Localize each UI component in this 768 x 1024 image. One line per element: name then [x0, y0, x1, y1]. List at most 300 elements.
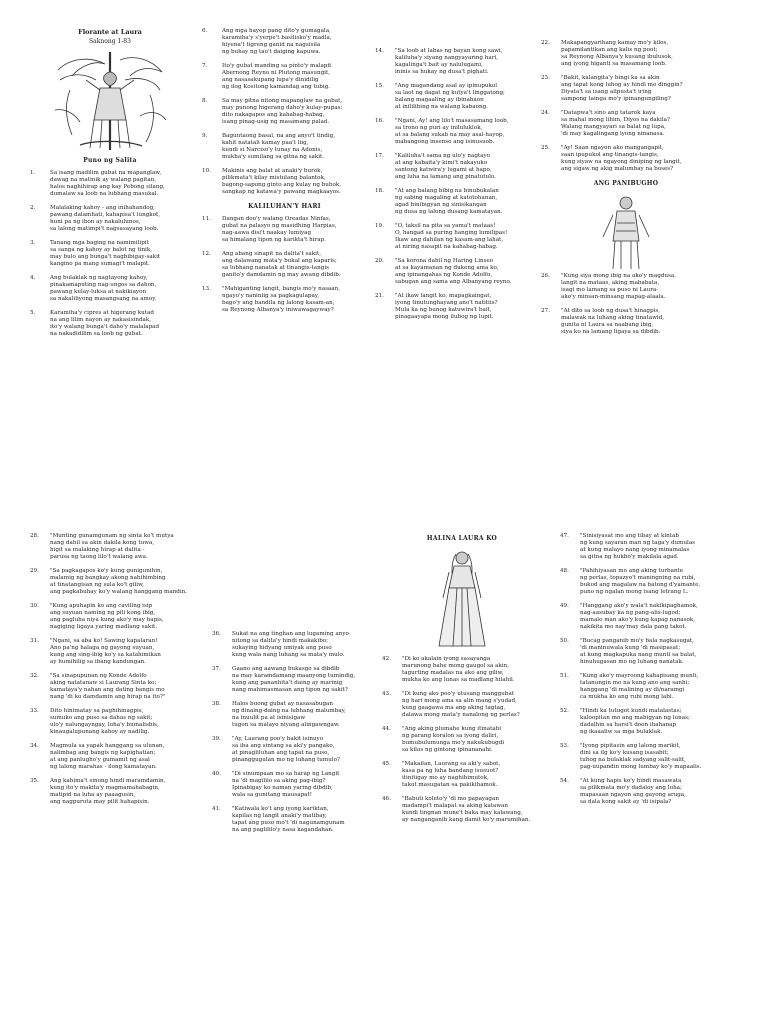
stanza-number: 35. — [30, 778, 39, 784]
verse-line: "Sa loob at labas ng bayan kong sawi, — [395, 48, 503, 54]
stanza — [375, 83, 535, 111]
verse-line: at niring nasapit na kahabag-habag. — [395, 244, 498, 250]
verse-line: sumuko ang puso sa dahas ng sakit; — [50, 715, 153, 721]
stanza-lines — [232, 701, 377, 729]
verse-line: "Kung ako'y mayroong kahapisang munti, — [580, 673, 699, 679]
verse-line: kung ito'y makita'y magmamahabagin, — [50, 785, 160, 791]
stanza-lines — [50, 170, 190, 198]
verse-line: Ang abang sinapit na dalita't sakit, — [222, 251, 321, 257]
verse-line: ulo'y nalungayngay, luha'y bumalisbis, — [50, 722, 159, 728]
verse-line: at pinagliluhan ang tapat na puso, — [232, 750, 330, 756]
column-5 — [30, 533, 208, 813]
stanza-lines — [50, 603, 208, 631]
verse-line: kung ang pananhita't daing ay marinig — [232, 680, 343, 686]
verse-line: "Munting gunamgunam ng sinta ko't mutya — [50, 533, 174, 539]
stanza — [541, 145, 711, 173]
stanza-list — [30, 170, 190, 338]
verse-line: Dangan doo'y walang Oreadas Ninfas, — [222, 216, 331, 222]
verse-line: "Sa sinapupunan ng Konde Adolfo — [50, 673, 147, 679]
stanza-number: 22. — [541, 40, 550, 46]
stanza-number: 53. — [560, 743, 569, 749]
stanza — [212, 666, 377, 694]
stanza-number: 32. — [30, 673, 39, 679]
verse-line: "Ang magandang asal ay ipinupukol — [395, 83, 498, 89]
verse-line: Abernong Reyno ni Plutong masungit, — [222, 70, 330, 76]
stanza-lines — [395, 223, 535, 251]
verse-line: hanggang 'di malining ay di/naramgi — [580, 687, 685, 693]
stanza-lines — [222, 63, 367, 91]
stanza — [30, 603, 208, 631]
stanza — [202, 251, 367, 279]
verse-line: na ang paglililo'y nasa kagandahan. — [232, 827, 334, 833]
verse-line: bago'y ang bandila ng lalong kasam-an, — [222, 300, 335, 306]
stanza-number: 33. — [30, 708, 39, 714]
verse-line: "Ang aking plumahe kung itinatahi — [402, 726, 502, 732]
stanza — [541, 75, 711, 103]
verse-line: marunong bahe mong gaugol sa akin, — [402, 663, 509, 669]
stanza — [212, 771, 377, 799]
column-4 — [541, 40, 711, 343]
verse-line: "At ikaw langit ko, mapagkaingat, — [395, 293, 492, 299]
verse-line: "Makailan, Laurang sa aki'y sabot, — [402, 761, 501, 767]
stanza — [30, 240, 190, 268]
verse-line: mukha'y sumilang sa gitna ng sakit. — [222, 154, 325, 160]
verse-line: na ang lilim nayon ay nakasisindak, — [50, 317, 152, 323]
stanza-number: 47. — [560, 533, 569, 539]
stanza — [30, 170, 190, 198]
verse-line: Ikaw ang dahilan ng kasam-ang lahat, — [395, 237, 504, 243]
verse-line: wala sa gunitang mausapat! — [232, 792, 312, 798]
verse-line: bagong-sapong ginto ang kulay ng buhok, — [222, 182, 342, 188]
panibugho-illustration — [591, 193, 661, 273]
verse-line: at tinatangisan ng sula ko't giliw, — [50, 582, 144, 588]
heading-puno: Puno ng Salita — [83, 157, 137, 164]
stanza-number: 5. — [30, 310, 36, 316]
stanza — [30, 708, 208, 736]
verse-line: ito'y walang bunga't daho'y malalapad — [50, 324, 160, 330]
verse-line: "Sa korona dahil ng Haring Linseo — [395, 258, 494, 264]
verse-line: higit sa malaking hirap at dalita - — [50, 547, 145, 553]
verse-line: kundi si Narciso'y tunay na Adonis, — [222, 147, 323, 153]
verse-line: ang suyuan naming ng pili kong ibig, — [50, 610, 156, 616]
stanza-lines — [561, 308, 711, 336]
stanza-list — [560, 533, 735, 806]
stanza-lines — [50, 240, 190, 268]
verse-line: siya ko na lamang ligaya sa dibdib. — [561, 329, 661, 335]
stanza-number: 1. — [30, 170, 36, 176]
column-3 — [375, 48, 535, 328]
stanza-number: 27. — [541, 308, 550, 314]
stanza-number: 10. — [202, 168, 211, 174]
verse-line: aking natatanaw si Laurang Sinta ko; — [50, 680, 157, 686]
stanza — [212, 631, 377, 659]
verse-line: nang dahil sa akin dakila kong tuwa, — [50, 540, 155, 546]
stanza-number: 6. — [202, 28, 208, 34]
verse-line: tugon sa malayo niyang alingawngaw. — [232, 722, 340, 728]
stanza-number: 52. — [560, 708, 569, 714]
stanza-lines — [232, 666, 377, 694]
verse-line: sabugan ang sama ang Albanyang reyno. — [395, 279, 512, 285]
verse-line: nitong sa dalita'y hindi makakibo; — [232, 638, 329, 644]
stanza — [212, 806, 377, 834]
stanza-lines — [561, 110, 711, 138]
verse-line: sa laot ng dagat ng kutya't linggatong; — [395, 90, 505, 96]
stanza-lines — [222, 216, 367, 244]
verse-line: ako'y minsan-minsang mapag-alaala. — [561, 294, 666, 300]
stanza-lines — [395, 153, 535, 181]
verse-line: gunita ni Laura sa naabang ibig, — [561, 322, 654, 328]
stanza-lines — [50, 205, 190, 233]
verse-line: ang luha na lamang ang pinatutulo. — [395, 174, 496, 180]
verse-line: pilikmata't kilay mistulang balantok, — [222, 175, 326, 181]
verse-line: dawag na matinik ay walang pagitan, — [50, 177, 157, 183]
verse-line: mukha ko ang lunas sa madlang hilahil. — [402, 677, 515, 683]
stanza-lines — [580, 638, 735, 666]
stanza — [560, 603, 735, 631]
stanza-list — [30, 533, 208, 806]
verse-line: sa himalang tipon ng karikta't hirap. — [222, 237, 326, 243]
heading-kaliluhan: KALILUHAN'Y HARI — [248, 203, 321, 210]
stanza — [541, 110, 711, 138]
stanza — [30, 743, 208, 771]
verse-line: "Bucag panganib mo'y bala nagkasugat, — [580, 638, 694, 644]
verse-line: kaliluha'y siyang nangyayaring hari, — [395, 55, 498, 61]
verse-line: "Di ko akalain iyong sasayanga — [402, 656, 491, 662]
verse-line: ng dusa ng lalong dusang kamatayan. — [395, 209, 503, 215]
verse-line: Sukat na ang tinghan ang lugaming anyo — [232, 631, 349, 637]
verse-line: langit na mataas, aking mababata, — [561, 280, 660, 286]
verse-line: Baguntaong basal, na ang anyo't tindig, — [222, 133, 336, 139]
stanza-number: 20. — [375, 258, 384, 264]
verse-line: balang magaaling ay ibinabaon — [395, 97, 484, 103]
verse-line: "Katiwala ko't ang iyong kariktan, — [232, 806, 329, 812]
verse-line: dadalhin sa harsi't doon ihahanap — [580, 722, 677, 728]
stanza-number: 9. — [202, 133, 208, 139]
verse-line: tatanungin mo na kung ano ang sanhi; — [580, 680, 690, 686]
verse-line: pinagaayapa mong ilubog ng lupit. — [395, 314, 494, 320]
column-1 — [30, 28, 190, 345]
verse-line: agad binibigyan ng sinisikangan — [395, 202, 487, 208]
verse-line: sa Reynong Albanya'y iniwawagayway? — [222, 307, 334, 313]
stanza-number: 50. — [560, 638, 569, 644]
verse-line: pinakamaputing nag-ungos sa dahon, — [50, 282, 157, 288]
verse-line: papamilantikan ang kalis ng poot; — [561, 47, 658, 53]
verse-line: dito nakagapos ang kahabag-habag, — [222, 112, 325, 118]
verse-line: ganito'y damdamin ng may awang dibdib. — [222, 272, 341, 278]
stanza-list — [541, 273, 711, 336]
verse-line: sampong tainga mo'y ipinangungiling? — [561, 96, 671, 102]
stanza-number: 7. — [202, 63, 208, 69]
stanza-lines — [222, 168, 367, 196]
stanza-number: 3. — [30, 240, 36, 246]
verse-line: dalawa mong mata'y nanalong ng perlas? — [402, 712, 520, 718]
verse-line: dumalaw sa loob na lubhang masukal. — [50, 191, 159, 197]
stanza-lines — [50, 708, 208, 736]
verse-line: "Iyong pipitasin ang lalong marikit, — [580, 743, 681, 749]
stanza-number: 16. — [375, 118, 384, 124]
stanza-lines — [561, 75, 711, 103]
verse-line: at ang kabaita'y kimi't nakayuko — [395, 160, 488, 166]
stanza — [375, 258, 535, 286]
verse-line: ay nanganganib kang damit ko'y marumihan. — [402, 817, 531, 823]
stanza — [541, 273, 711, 301]
stanza-lines — [50, 568, 208, 596]
stanza-list — [382, 656, 542, 824]
verse-line: ang tapat kong luhog ay hindi mo dinggin? — [561, 82, 683, 88]
stanza-list — [202, 216, 367, 314]
stanza — [375, 293, 535, 321]
verse-line: saan ipupukol ang tinangis-tangis, — [561, 152, 659, 158]
stanza-number: 13. — [202, 286, 211, 292]
verse-line: sa mahal mong lihim, Diyos na dakila? — [561, 117, 670, 123]
stanza — [30, 568, 208, 596]
stanza-number: 18. — [375, 188, 384, 194]
verse-line: "Di kung ako poo'y utusang manggubat — [402, 691, 515, 697]
verse-line: hiyena't tigreng ganid na nagsisila — [222, 42, 321, 48]
verse-line: "At dito sa loob ng dusa't hinagpis, — [561, 308, 661, 314]
verse-line: ay humihilig sa ibang kandungan. — [50, 659, 146, 665]
stanza-lines — [580, 673, 735, 701]
stanza-number: 28. — [30, 533, 39, 539]
stanza-number: 36. — [212, 631, 221, 637]
verse-line: Ang mga hayop pang dito'y gumagala, — [222, 28, 331, 34]
stanza-lines — [50, 673, 208, 701]
stanza — [541, 308, 711, 336]
stanza-lines — [395, 118, 535, 146]
verse-line: "Mahiganting langit, bangis mo'y nasaan, — [222, 286, 340, 292]
verse-line: "O, taksil na pita sa yama't mataas! — [395, 223, 496, 229]
verse-line: ang pagluha niya kung ako'y may hapis, — [50, 617, 164, 623]
verse-line: pag-uupandin mong lumbay ko'y mapaalis. — [580, 764, 702, 770]
stanza-lines — [402, 761, 542, 789]
verse-line: kinaugalupunang kahoy ay nadilig. — [50, 729, 150, 735]
verse-line: "Datapwa't sino ang tatarok kaya — [561, 110, 656, 116]
stanza-number: 29. — [30, 568, 39, 574]
stanza-list — [541, 40, 711, 173]
verse-line: ang nagpuruta may pilit hahapisin. — [50, 799, 150, 805]
stanza-lines — [222, 133, 367, 161]
verse-line: na inuulit pa at isinisigaw — [232, 715, 306, 721]
stanza-lines — [402, 691, 542, 719]
verse-line: may bulo ang bunga't nagbibigay-sakit — [50, 254, 161, 260]
stanza-number: 12. — [202, 251, 211, 257]
stanza-number: 21. — [375, 293, 384, 299]
stanza — [202, 168, 367, 196]
stanza-number: 40. — [212, 771, 221, 777]
stanza-number: 37. — [212, 666, 221, 672]
verse-line: kundi tingnan mune't baka may kalawang, — [402, 810, 523, 816]
verse-line: "Kung siya mong ibig na ako'y magdusa, — [561, 273, 676, 279]
verse-line: kagalinga't bait ay nalulugami, — [395, 62, 483, 68]
stanza-number: 23. — [541, 75, 550, 81]
verse-line: kaloopitan mo ang mabigyan ng lunas; — [580, 715, 690, 721]
verse-line: kung gaagawa ma ang aking tagtag, — [402, 705, 506, 711]
verse-line: "Ngani, sa aba ko! Sawing kapalaran! — [50, 638, 158, 644]
stanza-lines — [580, 603, 735, 631]
stanza-list — [375, 48, 535, 321]
heading-panibugho: ANG PANIBUGHO — [593, 180, 659, 187]
column-7 — [382, 533, 542, 831]
verse-line: Sa may gitna nitong mapanglaw na gubat, — [222, 98, 343, 104]
verse-line: "Hanggang ako'y wala't nakikipaghamok, — [580, 603, 698, 609]
stanza-lines — [580, 533, 735, 561]
heading-halina: HALINA LAURA KO — [426, 535, 498, 542]
verse-line: ang ipinangahas ng Konde Adolfo, — [395, 272, 493, 278]
stanza-lines — [222, 286, 367, 314]
stanza-number: 48. — [560, 568, 569, 574]
verse-line: madampi't malapat sa aking katawan — [402, 803, 508, 809]
verse-line: "Hindi ka tutugot kundi matalastas; — [580, 708, 682, 714]
stanza-lines — [395, 258, 535, 286]
verse-line: na 'di magiliio sa aking pag-ibig? — [232, 778, 326, 784]
stanza — [382, 691, 542, 719]
stanza-number: 25. — [541, 145, 550, 151]
verse-line: sa sanga ng kahoy ay balot ng tinik, — [50, 247, 153, 253]
verse-line: isagi mo lamang sa puso ni Laura- — [561, 287, 659, 293]
stanza-lines — [222, 98, 367, 126]
stanza — [560, 708, 735, 736]
stanza-number: 14. — [375, 48, 384, 54]
column-6 — [212, 631, 377, 841]
verse-line: mabangong insenso ang isinusuob. — [395, 139, 495, 145]
stanza-lines — [402, 656, 542, 684]
stanza-number: 31. — [30, 638, 39, 644]
verse-line: "At kung hapis ko'y hindi masawata — [580, 778, 682, 784]
stanza — [30, 275, 190, 303]
stanza — [560, 778, 735, 806]
verse-line: ng kung sayaran man ng taga'y dumulas — [580, 540, 696, 546]
verse-line: "Bakit, kalangita'y bingi ka sa akin — [561, 75, 660, 81]
stanza — [30, 310, 190, 338]
verse-line: nang mahimasmasan ang tipon ng sakit? — [232, 687, 348, 693]
stanza-lines — [580, 743, 735, 771]
florante-illustration — [50, 50, 170, 155]
verse-line: Mula ka ng bunog katuwira't bait, — [395, 307, 492, 313]
stanza — [202, 216, 367, 244]
verse-line: "Ngani, Ay! ang lilo't masasamang loob, — [395, 118, 509, 124]
verse-line: sa dala kong sakit ay 'di isipala? — [580, 799, 672, 805]
verse-line: ngayo'y naniniig sa pagkagulapay, — [222, 293, 320, 299]
verse-line: Makapangyarihang kamay mo'y kilos, — [561, 40, 669, 46]
verse-line: na may karamdamang maanyong tumindig, — [232, 673, 356, 679]
stanza-lines — [561, 40, 711, 68]
verse-line: "Sinisiyasat mo ang tibay at kintab — [580, 533, 679, 539]
verse-line: Karamiha'y cipres at higerang kutad — [50, 310, 154, 316]
verse-line: nag-aawa disi't naakay lumiyag — [222, 230, 312, 236]
stanza-number: 2. — [30, 205, 36, 211]
stanza — [375, 188, 535, 216]
stanza-number: 38. — [212, 701, 221, 707]
verse-line: sukaying hidyang umiyak ang puso — [232, 645, 332, 651]
verse-line: kahit natatali kamay paa't liig, — [222, 140, 309, 146]
stanza-number: 15. — [375, 83, 384, 89]
stanza-lines — [50, 533, 208, 561]
verse-line: puno ng ngalan mong isang letrang L. — [580, 589, 689, 595]
verse-line: huni pa ng ibon ay nakalulunos, — [50, 219, 141, 225]
verse-line: iyong tinutunghayang ano't natitiis? — [395, 300, 498, 306]
stanza — [212, 736, 377, 764]
stanza — [560, 533, 735, 561]
verse-line: sa trono ng puri ay iniluluklok, — [395, 125, 483, 131]
stanza-number: 54. — [560, 778, 569, 784]
document-subtitle: Saknong 1-83 — [89, 38, 131, 45]
verse-line: "Pahihiyasan mo ang aking turbante — [580, 568, 684, 574]
verse-line: ang nasasakupang lupa'y dinidilig — [222, 77, 319, 83]
verse-line: sa nakaliliyong masangsang na amoy. — [50, 296, 157, 302]
stanza-number: 24. — [541, 110, 550, 116]
stanza-lines — [402, 726, 542, 754]
verse-line: kapilas ng langit anaki'y matibay, — [232, 813, 327, 819]
verse-line: Sa isang madilim gubat na mapanglaw, — [50, 170, 162, 176]
verse-line: tagurting madalas na ako ang giliw, — [402, 670, 504, 676]
stanza-lines — [395, 188, 535, 216]
stanza — [30, 638, 208, 666]
stanza — [382, 656, 542, 684]
stanza-lines — [50, 275, 190, 303]
verse-line: Ito'y gubat manding sa pinto'y malapit — [222, 63, 332, 69]
stanza-number: 19. — [375, 223, 384, 229]
verse-line: "Ay, Laurang poo'y bakit isinuyo — [232, 736, 324, 742]
verse-line: itinitigay mo ay naghihimutok, — [402, 775, 489, 781]
verse-line: sa kilos ng gintong ipinananahi. — [402, 747, 493, 753]
verse-line: "At ang balang bibig na binubukalan — [395, 188, 499, 194]
laura-illustration — [427, 548, 497, 650]
verse-line: "Kaliluha't sama ng ulo'y nagtayo — [395, 153, 491, 159]
verse-line: Malalaking kahoy - ang inihahandog, — [50, 205, 156, 211]
verse-line: sa lalong matimpi't nagsasayang loob. — [50, 226, 159, 232]
verse-line: santong katwira'y lugami at hapo, — [395, 167, 492, 173]
verse-line: sa gitna ng hukbo'y makilala agad. — [580, 554, 679, 560]
stanza — [30, 778, 208, 806]
verse-line: Diyata't sa isang alipusta't iring — [561, 89, 652, 95]
stanza-number: 11. — [202, 216, 211, 222]
verse-line: ng hari mong ama sa alin mang s'yudad, — [402, 698, 517, 704]
stanza-lines — [561, 145, 711, 173]
verse-line: ang iyong higanti sa masamang loob. — [561, 61, 667, 67]
verse-line: "Ay! Saan ngayon ako mangangapit, — [561, 145, 664, 151]
stanza-lines — [232, 631, 377, 659]
stanza — [560, 568, 735, 596]
verse-line: malawak na luhang aking tinatawid, — [561, 315, 665, 321]
verse-line: ng lalong marahas - ilong kamatayan. — [50, 764, 157, 770]
stanza — [375, 223, 535, 251]
stanza-lines — [232, 771, 377, 799]
stanza-number: 46. — [382, 796, 391, 802]
stanza-lines — [232, 736, 377, 764]
stanza — [382, 726, 542, 754]
stanza-lines — [395, 83, 535, 111]
stanza-number: 41. — [212, 806, 221, 812]
verse-line: pinanggugulan mo ng luhang tumulo? — [232, 757, 340, 763]
stanza — [202, 133, 367, 161]
stanza-list — [202, 28, 367, 196]
verse-line: malamig ng bangkay akong nahihimbing — [50, 575, 166, 581]
verse-line: ng ilog Kositong kamandag ang tubig. — [222, 84, 331, 90]
verse-line: ang sigaw ng akig malumbay na boses? — [561, 166, 674, 172]
verse-line: bumubulumunga mo'y nakukubugdi — [402, 740, 505, 746]
verse-line: pawang kulay-luksa at nakikiayon — [50, 289, 147, 295]
stanza — [560, 638, 735, 666]
verse-line: Gaano ang aawang bukasgo sa dibdib — [232, 666, 340, 672]
verse-line: "Di sinumpaan mo sa harap ng Langit — [232, 771, 340, 777]
stanza-list — [212, 631, 377, 834]
verse-line: ininis sa hukay ng dusa't pighati. — [395, 69, 489, 75]
stanza-lines — [50, 638, 208, 666]
verse-line: at sa balang sukab na may asal-hayop, — [395, 132, 505, 138]
stanza-lines — [222, 28, 367, 56]
verse-line: sangkap ng katawa'y pawang magkaayos. — [222, 189, 341, 195]
stanza — [202, 63, 367, 91]
